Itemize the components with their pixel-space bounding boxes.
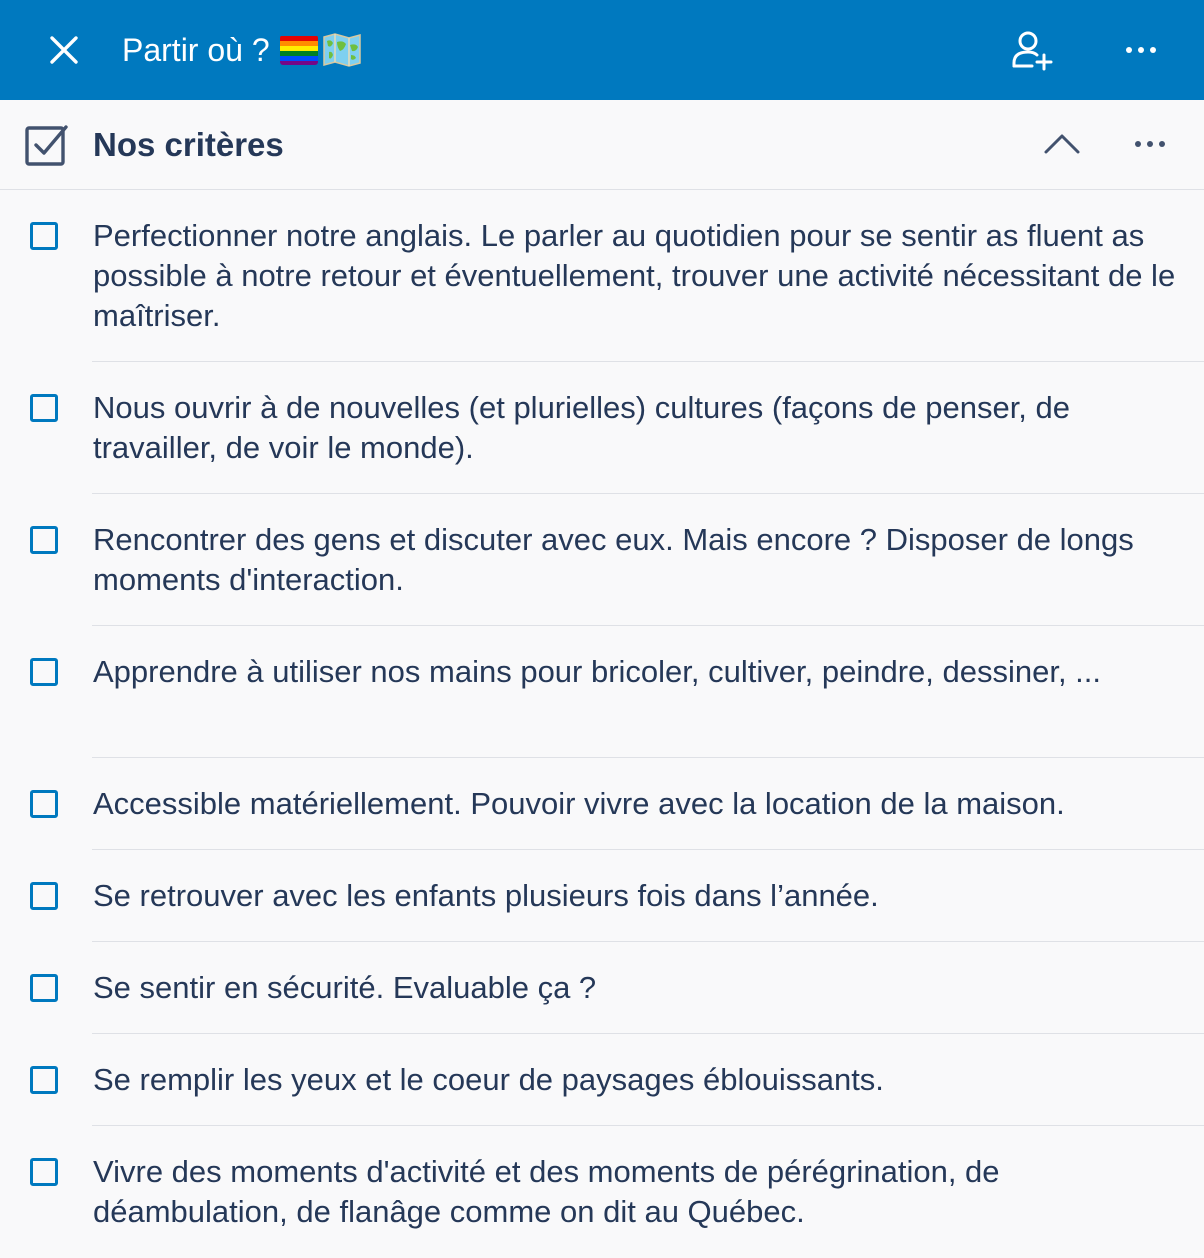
checkbox[interactable] (30, 1066, 58, 1094)
more-horizontal-icon (1124, 45, 1158, 55)
checklist-item[interactable] (0, 626, 1204, 758)
checklist-item-label: Vivre des moments d'activité et des moments de pérégrination, de déambulation, de flanâge comme on dit au Québec. (93, 1154, 1000, 1229)
board-menu-button[interactable] (1118, 26, 1164, 74)
chevron-up-icon (1042, 132, 1082, 156)
checklist-item[interactable] (0, 1126, 1204, 1258)
checklist-item[interactable] (0, 850, 1204, 942)
checkbox[interactable] (30, 526, 58, 554)
checklist-item[interactable] (0, 758, 1204, 850)
checkbox[interactable] (30, 1158, 58, 1186)
board-title (122, 30, 362, 70)
add-member-button[interactable] (1008, 26, 1056, 74)
top-bar (0, 0, 1204, 100)
checklist-items (0, 190, 1204, 1258)
checklist-title: Nos critères (93, 126, 284, 163)
close-icon (48, 34, 80, 66)
checkbox[interactable] (30, 790, 58, 818)
checklist-item[interactable] (0, 942, 1204, 1034)
checkbox[interactable] (30, 222, 58, 250)
board-title-text: Partir où ? (122, 32, 270, 68)
checklist-item-label: Se remplir les yeux et le coeur de paysages éblouissants. (93, 1062, 884, 1097)
checklist-item-label: Accessible matériellement. Pouvoir vivre avec la location de la maison. (93, 786, 1065, 821)
checklist-item[interactable] (0, 190, 1204, 362)
add-member-icon (1010, 28, 1054, 72)
close-button[interactable] (42, 28, 86, 72)
rainbow-flag-icon (280, 35, 318, 65)
checklist-item[interactable] (0, 494, 1204, 626)
checklist-item-label: Se sentir en sécurité. Evaluable ça ? (93, 970, 597, 1005)
checkbox[interactable] (30, 658, 58, 686)
checklist-menu-button[interactable] (1128, 124, 1172, 164)
more-horizontal-icon (1133, 139, 1167, 149)
checklist-item-label: Perfectionner notre anglais. Le parler au quotidien pour se sentir as fluent as possible à notre retour et éventuellement, trouver une activité nécessitant de le maîtriser. (93, 218, 1176, 333)
checklist-item-label: Rencontrer des gens et discuter avec eux. Mais encore ? Disposer de longs moments d'interaction. (93, 522, 1134, 597)
checkbox[interactable] (30, 974, 58, 1002)
collapse-button[interactable] (1038, 124, 1086, 164)
checklist-item[interactable] (0, 362, 1204, 494)
checkbox[interactable] (30, 882, 58, 910)
checklist-item[interactable] (0, 1034, 1204, 1126)
checklist-item-label: Nous ouvrir à de nouvelles (et plurielles) cultures (façons de penser, de travailler, de voir le monde). (93, 390, 1071, 465)
checklist-item-label: Apprendre à utiliser nos mains pour bricoler, cultiver, peindre, dessiner, ... (93, 654, 1102, 689)
checklist-item-label: Se retrouver avec les enfants plusieurs fois dans l’année. (93, 878, 879, 913)
checklist-header (0, 100, 1204, 190)
checklist-icon (24, 122, 70, 168)
checkbox[interactable] (30, 394, 58, 422)
world-map-icon (322, 33, 362, 67)
